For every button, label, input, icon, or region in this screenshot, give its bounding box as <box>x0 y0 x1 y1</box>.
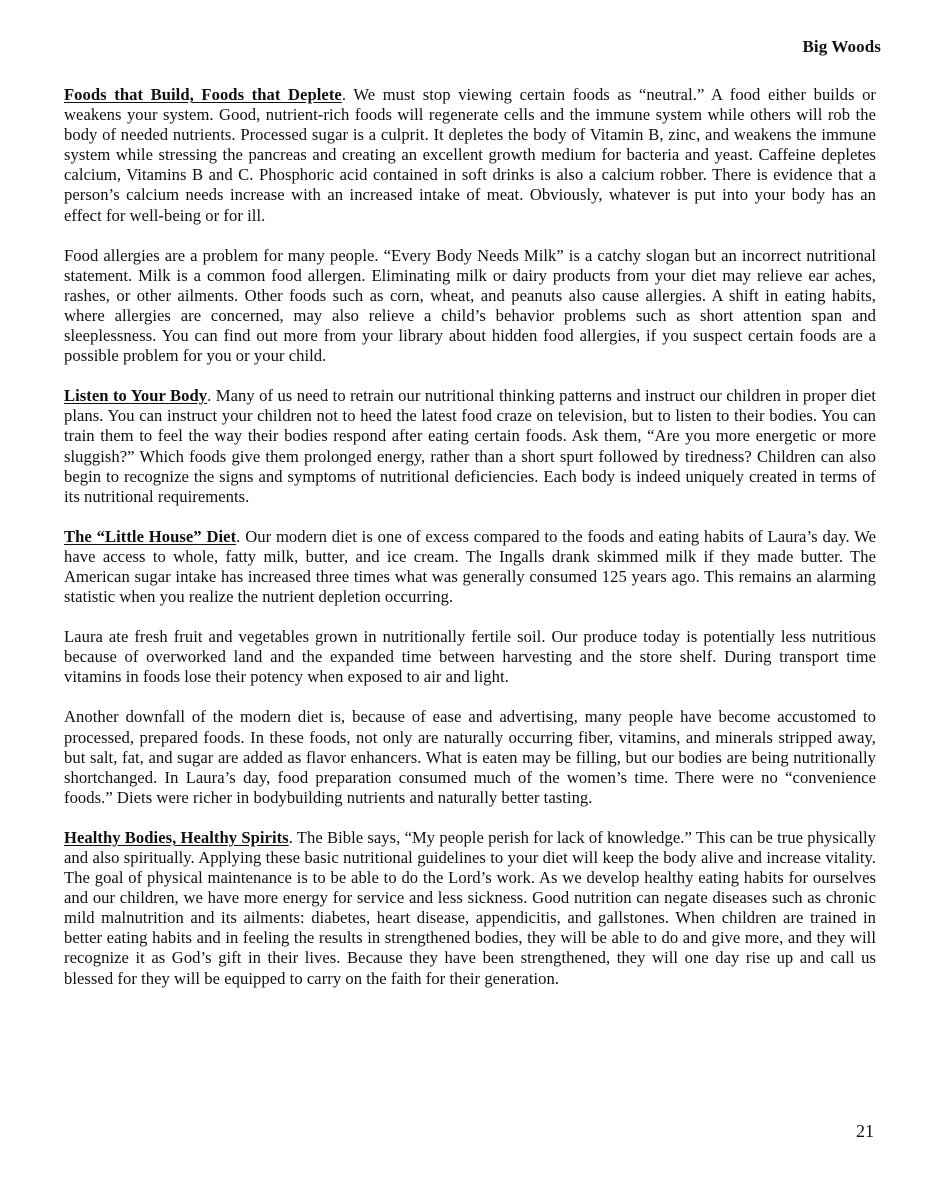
section-heading-listen-to-your-body: Listen to Your Body <box>64 386 208 406</box>
section-heading-little-house-diet: The “Little House” Diet <box>64 526 237 546</box>
section-heading-foods-build-deplete: Foods that Build, Foods that Deplete <box>64 85 342 104</box>
paragraph-text: . The Bible says, “My people perish for lack of knowledge.” This can be true physically and also spiritually. Applying these basic nutritional guidelines to your diet will keep the body alive and increase vitality. The goal of physical maintenance is to be able to do the Lord’s work. As we develop healthy eating habits for ourselves and our children, we have more energy for service and less sickness. Good nutrition can negate diseases such as chronic mild malnutrition and its ailments: diabetes, heart disease, appendicitis, and gallstones. When children are trained in better eating habits and in feeling the results in strengthened bodies, they will be able to do and give more, and they will recognize it as God’s gift in their lives. Because they have been strengthened, they will one day rise up and call us blessed for they will be equipped to carry on the faith for their generation. <box>64 827 876 988</box>
body-text <box>64 85 876 1009</box>
paragraph-healthy-bodies-spirits <box>64 828 876 989</box>
paragraph-text: . Our modern diet is one of excess compared to the foods and eating habits of Laura’s day. We have access to whole, fatty milk, butter, and ice cream. The Ingalls drank skimmed milk if they made butter. The American sugar intake has increased three times what was generally consumed 125 years ago. This remains an alarming statistic when you realize the nutrient depletion occurring. <box>64 526 877 607</box>
paragraph-text: Laura ate fresh fruit and vegetables grown in nutritionally fertile soil. Our produce today is potentially less nutritious because of overworked land and the expanded time between harvesting and the store shelf. During transport time vitamins in foods lose their potency when exposed to air and light. <box>64 627 876 687</box>
paragraph-modern-diet-downfall <box>64 707 876 807</box>
paragraph-listen-to-your-body <box>64 386 876 507</box>
page-number: 21 <box>856 1121 874 1141</box>
running-head: Big Woods <box>802 37 881 56</box>
paragraph-text: Food allergies are a problem for many people. “Every Body Needs Milk” is a catchy slogan but an incorrect nutritional statement. Milk is a common food allergen. Eliminating milk or dairy products from your diet may relieve ear aches, rashes, or other ailments. Other foods such as corn, wheat, and peanuts also cause allergies. A shift in eating habits, where allergies are concerned, may also relieve a child’s behavior problems such as short attention span and sleeplessness. You can find out more from your library about hidden food allergies, if you suspect certain foods are a possible problem for you or your child. <box>64 245 876 366</box>
paragraph-foods-build-deplete <box>64 85 876 226</box>
paragraph-food-allergies <box>64 246 876 367</box>
paragraph-text: Another downfall of the modern diet is, because of ease and advertising, many people have become accustomed to processed, prepared foods. In these foods, not only are naturally occurring fiber, vitamins, and minerals stripped away, but salt, fat, and sugar are added as flavor enhancers. What is eaten may be filling, but our bodies are being nutritionally shortchanged. In Laura’s day, food preparation consumed much of the women’s time. There were no “convenience foods.” Diets were richer in bodybuilding nutrients and naturally better tasting. <box>64 707 876 807</box>
paragraph-little-house-diet <box>64 527 876 607</box>
section-heading-healthy-bodies-spirits: Healthy Bodies, Healthy Spirits <box>64 827 289 847</box>
paragraph-text: . We must stop viewing certain foods as “neutral.” A food either builds or weakens your system. Good, nutrient-rich foods will regenerate cells and the immune system while others will rob the body of needed nutrients. Processed sugar is a culprit. It depletes the body of Vitamin B, zinc, and weakens the immune system while stressing the pancreas and creating an excellent growth medium for bacteria and yeast. Caffeine depletes calcium, Vitamins B and C. Phosphoric acid contained in soft drinks is also a calcium robber. There is evidence that a person’s calcium needs increase with an increased intake of meat. Obviously, whatever is put into your body has an effect for well-being or for ill. <box>64 85 876 225</box>
paragraph-fresh-produce <box>64 627 876 687</box>
paragraph-text: . Many of us need to retrain our nutritional thinking patterns and instruct our children in proper diet plans. You can instruct your children not to heed the latest food craze on television, but to listen to their bodies. You can train them to feel the way their bodies respond after eating certain foods. Ask them, “Are you more energetic or more sluggish?” Which foods give them prolonged energy, rather than a short spurt followed by tiredness? Children can also begin to recognize the signs and symptoms of nutritional deficiencies. Each body is indeed uniquely created in terms of its nutritional requirements. <box>64 386 876 506</box>
